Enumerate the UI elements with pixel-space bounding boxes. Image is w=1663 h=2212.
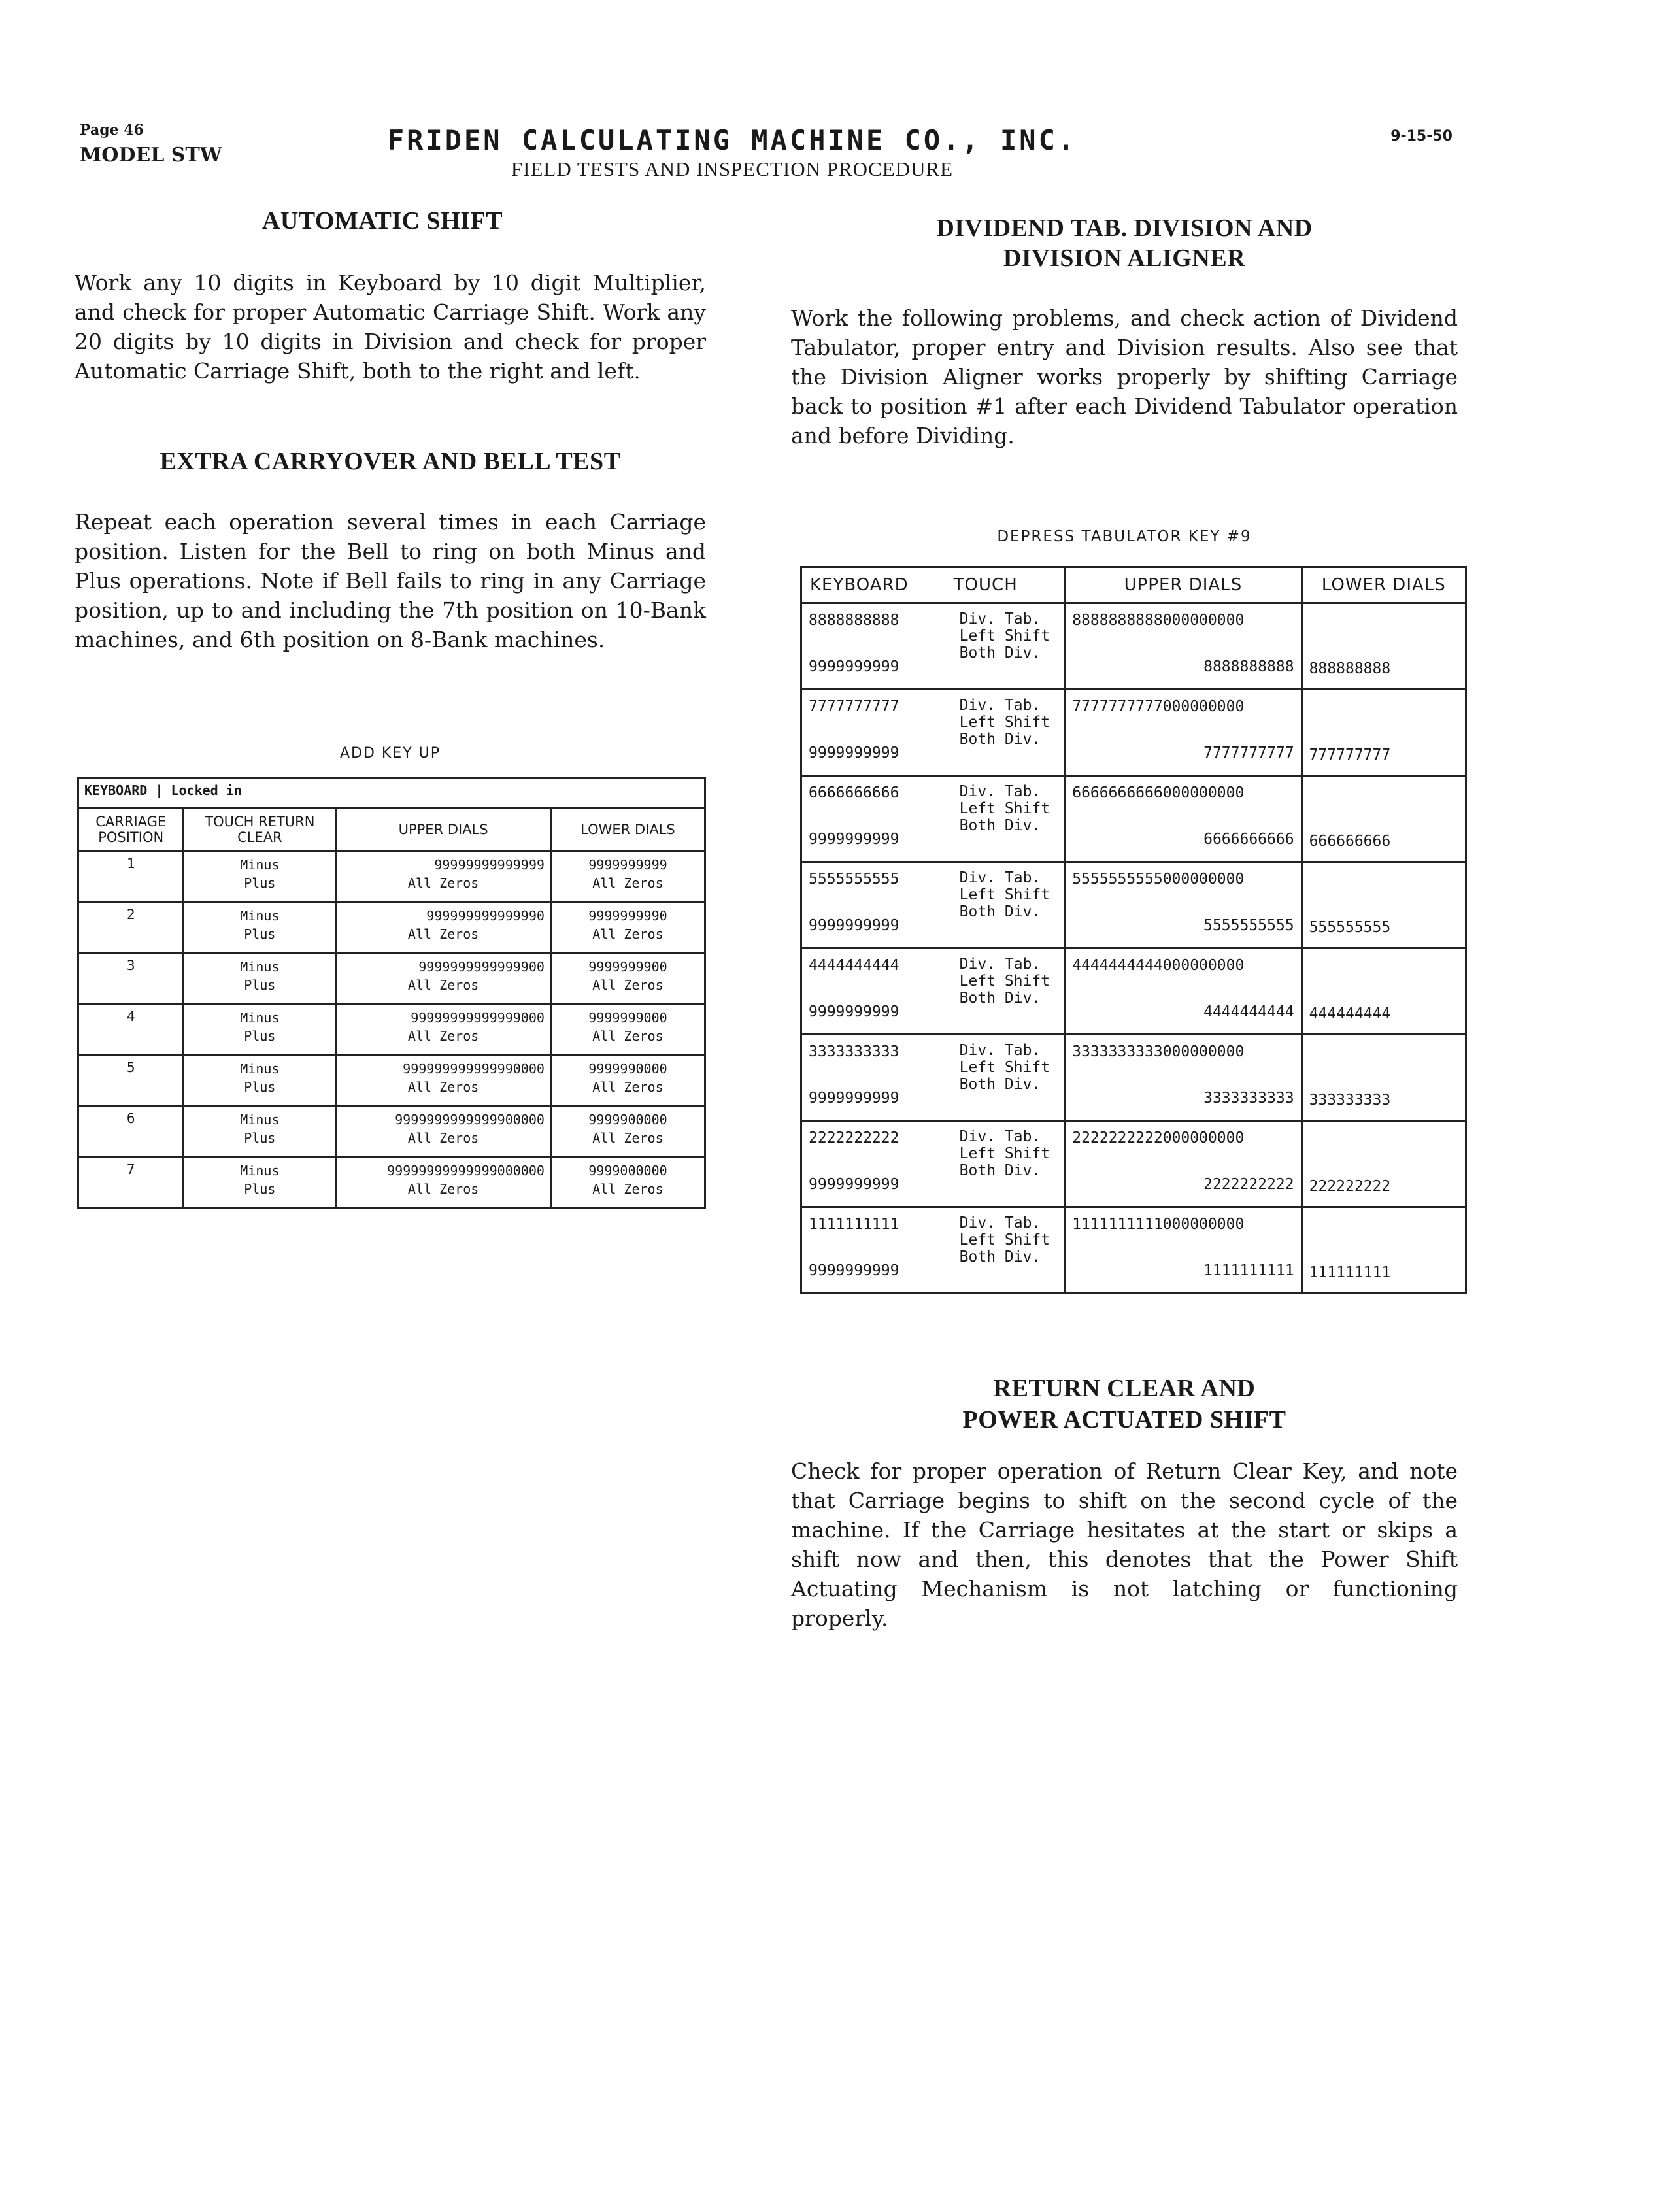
touch-both-div: Both Div. xyxy=(959,1076,1041,1093)
add-key-table-title: ADD KEY UP xyxy=(339,745,441,762)
keyboard-cell xyxy=(801,948,953,1035)
keyboard-entry: 2222222222 xyxy=(809,1130,899,1147)
upper-dials-cell xyxy=(336,902,551,953)
upper-dials-plus: All Zeros xyxy=(407,926,479,942)
touch-cell xyxy=(953,776,1065,862)
touch-left-shift: Left Shift xyxy=(959,714,1050,731)
upper-dials-cell xyxy=(336,1157,551,1208)
touch-minus: Minus xyxy=(240,1112,280,1128)
lower-dials-cell xyxy=(550,851,705,902)
keyboard-divisor: 9999999999 xyxy=(809,831,899,848)
table-row xyxy=(801,603,1466,690)
carriage-position: 6 xyxy=(78,1106,184,1157)
upper-dials-minus: 9999999999999900000 xyxy=(395,1112,545,1128)
table-row xyxy=(78,1004,705,1055)
table-row xyxy=(78,953,705,1004)
column-header: UPPER DIALS xyxy=(1065,567,1302,603)
touch-both-div: Both Div. xyxy=(959,817,1041,834)
upper-dials-cell xyxy=(1065,603,1302,690)
keyboard-cell xyxy=(801,1207,953,1294)
touch-cell xyxy=(184,1055,336,1106)
add-key-table xyxy=(77,777,706,1209)
upper-dials-remainder: 1111111111 xyxy=(1203,1262,1294,1279)
upper-dials-plus: All Zeros xyxy=(407,875,479,891)
keyboard-divisor: 9999999999 xyxy=(809,1003,899,1020)
page-number: Page 46 xyxy=(80,122,144,139)
keyboard-divisor: 9999999999 xyxy=(809,745,899,762)
lower-dials-cell xyxy=(550,953,705,1004)
upper-dials-cell xyxy=(1065,1207,1302,1294)
upper-dials-minus: 9999999999999900 xyxy=(418,959,545,975)
keyboard-entry: 7777777777 xyxy=(809,698,899,715)
lower-dials-cell xyxy=(550,1004,705,1055)
table-row xyxy=(78,902,705,953)
return-clear-text: Check for proper operation of Return Clear Key, and note that Carriage begins to shift on the second cycle of the machine. If the Carriage hesitates at the start or skips a shift now and then, this denotes that the Power Shift Actuating Mechanism is not latching or functioning properly. xyxy=(791,1458,1458,1631)
table-row xyxy=(801,1035,1466,1121)
lower-dials-plus: All Zeros xyxy=(592,1079,664,1095)
table-row xyxy=(801,948,1466,1035)
touch-cell xyxy=(184,953,336,1004)
touch-left-shift: Left Shift xyxy=(959,973,1050,990)
touch-plus: Plus xyxy=(244,926,276,942)
keyboard-cell xyxy=(801,776,953,862)
upper-dials-remainder: 7777777777 xyxy=(1203,745,1294,762)
keyboard-entry: 8888888888 xyxy=(809,612,899,629)
touch-left-shift: Left Shift xyxy=(959,1232,1050,1248)
carriage-position: 7 xyxy=(78,1157,184,1208)
upper-dials-cell xyxy=(1065,690,1302,776)
lower-dials-plus: All Zeros xyxy=(592,1028,664,1044)
keyboard-entry: 3333333333 xyxy=(809,1043,899,1060)
lower-dials-cell xyxy=(550,1106,705,1157)
touch-cell xyxy=(953,690,1065,776)
column-header: LOWER DIALS xyxy=(550,808,705,851)
touch-plus: Plus xyxy=(244,1130,276,1146)
lower-dials-minus: 9999999999 xyxy=(588,857,667,873)
upper-dials-cell xyxy=(1065,1035,1302,1121)
touch-minus: Minus xyxy=(240,908,280,924)
table-row xyxy=(801,862,1466,948)
upper-dials-remainder: 5555555555 xyxy=(1203,917,1294,934)
dividend-heading-line-1: DIVIDEND TAB. DIVISION AND xyxy=(936,214,1313,242)
table-row xyxy=(801,690,1466,776)
return-clear-heading-line-2: POWER ACTUATED SHIFT xyxy=(962,1406,1286,1433)
touch-div-tab: Div. Tab. xyxy=(959,956,1041,973)
model-label: MODEL STW xyxy=(80,144,222,167)
carriage-position: 2 xyxy=(78,902,184,953)
touch-both-div: Both Div. xyxy=(959,1248,1041,1265)
page-header-center xyxy=(340,124,1124,181)
lower-dials-minus: 9999990000 xyxy=(588,1061,667,1077)
upper-dials-remainder: 3333333333 xyxy=(1203,1090,1294,1107)
dividend-text: Work the following problems, and check action of Dividend Tabulator, proper entry and Division results. Also see that the Division Aligner works properly by shifting Carriage back to position #1 after each Dividend Tabulator operation and before Dividing. xyxy=(791,305,1458,448)
lower-dials-plus: All Zeros xyxy=(592,977,664,993)
lower-dials-cell: 888888888 xyxy=(1302,603,1466,690)
upper-dials-plus: All Zeros xyxy=(407,1028,479,1044)
upper-dials-plus: All Zeros xyxy=(407,1079,479,1095)
touch-div-tab: Div. Tab. xyxy=(959,1128,1041,1145)
tabulator-table xyxy=(800,566,1467,1294)
carriage-position: 5 xyxy=(78,1055,184,1106)
touch-plus: Plus xyxy=(244,1079,276,1095)
keyboard-entry: 5555555555 xyxy=(809,871,899,888)
document-subtitle: FIELD TESTS AND INSPECTION PROCEDURE xyxy=(511,158,954,180)
touch-cell xyxy=(184,1157,336,1208)
table-row xyxy=(78,851,705,902)
upper-dials-dividend: 8888888888000000000 xyxy=(1072,612,1245,629)
keyboard-cell xyxy=(801,1121,953,1207)
touch-div-tab: Div. Tab. xyxy=(959,697,1041,714)
touch-div-tab: Div. Tab. xyxy=(959,1215,1041,1232)
table-caption: KEYBOARD | Locked in xyxy=(78,778,705,808)
upper-dials-remainder: 6666666666 xyxy=(1203,831,1294,848)
dividend-heading xyxy=(791,213,1458,273)
touch-plus: Plus xyxy=(244,1181,276,1197)
touch-cell xyxy=(184,1004,336,1055)
upper-dials-remainder: 2222222222 xyxy=(1203,1176,1294,1193)
touch-cell xyxy=(184,902,336,953)
carriage-position: 1 xyxy=(78,851,184,902)
touch-left-shift: Left Shift xyxy=(959,800,1050,817)
upper-dials-remainder: 4444444444 xyxy=(1203,1003,1294,1020)
upper-dials-cell xyxy=(336,851,551,902)
upper-dials-dividend: 4444444444000000000 xyxy=(1072,957,1245,974)
touch-div-tab: Div. Tab. xyxy=(959,869,1041,886)
table-row xyxy=(801,1207,1466,1294)
lower-dials-minus: 9999999000 xyxy=(588,1010,667,1026)
lower-dials-minus: 9999999990 xyxy=(588,908,667,924)
upper-dials-plus: All Zeros xyxy=(407,1130,479,1146)
touch-cell xyxy=(953,1207,1065,1294)
touch-minus: Minus xyxy=(240,1010,280,1026)
upper-dials-cell xyxy=(1065,948,1302,1035)
lower-dials-minus: 9999000000 xyxy=(588,1163,667,1179)
lower-dials-cell xyxy=(550,1055,705,1106)
touch-cell xyxy=(184,1106,336,1157)
touch-both-div: Both Div. xyxy=(959,731,1041,748)
keyboard-divisor: 9999999999 xyxy=(809,917,899,934)
touch-minus: Minus xyxy=(240,1163,280,1179)
touch-div-tab: Div. Tab. xyxy=(959,1042,1041,1059)
upper-dials-dividend: 5555555555000000000 xyxy=(1072,871,1245,888)
upper-dials-plus: All Zeros xyxy=(407,977,479,993)
upper-dials-cell xyxy=(336,1055,551,1106)
keyboard-cell xyxy=(801,690,953,776)
table-row xyxy=(78,1055,705,1106)
touch-plus: Plus xyxy=(244,875,276,891)
column-header: LOWER DIALS xyxy=(1302,567,1466,603)
upper-dials-minus: 99999999999999000 xyxy=(411,1010,545,1026)
touch-both-div: Both Div. xyxy=(959,1162,1041,1179)
touch-cell xyxy=(953,1121,1065,1207)
touch-div-tab: Div. Tab. xyxy=(959,611,1041,628)
carriage-position: 3 xyxy=(78,953,184,1004)
column-header: KEYBOARD xyxy=(801,567,953,603)
upper-dials-remainder: 8888888888 xyxy=(1203,658,1294,675)
keyboard-entry: 6666666666 xyxy=(809,784,899,801)
lower-dials-cell: 222222222 xyxy=(1302,1121,1466,1207)
automatic-shift-heading: AUTOMATIC SHIFT xyxy=(261,207,503,235)
keyboard-cell xyxy=(801,862,953,948)
touch-plus: Plus xyxy=(244,977,276,993)
return-clear-heading xyxy=(791,1373,1458,1435)
lower-dials-plus: All Zeros xyxy=(592,875,664,891)
column-header: CARRIAGE POSITION xyxy=(78,808,184,851)
touch-cell xyxy=(184,851,336,902)
upper-dials-cell xyxy=(336,1004,551,1055)
keyboard-divisor: 9999999999 xyxy=(809,1090,899,1107)
upper-dials-plus: All Zeros xyxy=(407,1181,479,1197)
lower-dials-cell: 666666666 xyxy=(1302,776,1466,862)
upper-dials-dividend: 3333333333000000000 xyxy=(1072,1043,1245,1060)
touch-left-shift: Left Shift xyxy=(959,886,1050,903)
upper-dials-minus: 999999999999990000 xyxy=(403,1061,545,1077)
keyboard-cell xyxy=(801,603,953,690)
lower-dials-minus: 9999999900 xyxy=(588,959,667,975)
touch-cell xyxy=(953,603,1065,690)
lower-dials-plus: All Zeros xyxy=(592,926,664,942)
table-row xyxy=(801,1121,1466,1207)
column-header: UPPER DIALS xyxy=(336,808,551,851)
upper-dials-minus: 999999999999990 xyxy=(426,908,545,924)
column-header: TOUCH RETURN CLEAR xyxy=(184,808,336,851)
upper-dials-dividend: 7777777777000000000 xyxy=(1072,698,1245,715)
carryover-text: Repeat each operation several times in each Carriage position. Listen for the Bell to ring on both Minus and Plus operations. Note if Bell fails to ring in any Carriage position, up to and including the 7th position on 10-Bank machines, and 6th position on 8-Bank machines. xyxy=(75,509,706,652)
upper-dials-dividend: 1111111111000000000 xyxy=(1072,1216,1245,1233)
touch-left-shift: Left Shift xyxy=(959,1059,1050,1076)
upper-dials-cell xyxy=(336,953,551,1004)
keyboard-divisor: 9999999999 xyxy=(809,1262,899,1279)
upper-dials-minus: 99999999999999000000 xyxy=(387,1163,545,1179)
dividend-heading-line-2: DIVISION ALIGNER xyxy=(1003,244,1246,272)
touch-plus: Plus xyxy=(244,1028,276,1044)
lower-dials-minus: 9999900000 xyxy=(588,1112,667,1128)
return-clear-heading-line-1: RETURN CLEAR AND xyxy=(993,1375,1256,1402)
touch-minus: Minus xyxy=(240,857,280,873)
carryover-heading: EXTRA CARRYOVER AND BELL TEST xyxy=(160,448,621,475)
column-header: TOUCH xyxy=(953,567,1065,603)
upper-dials-dividend: 2222222222000000000 xyxy=(1072,1130,1245,1147)
upper-dials-cell xyxy=(1065,776,1302,862)
automatic-shift-text: Work any 10 digits in Keyboard by 10 digit Multiplier, and check for proper Automatic Carriage Shift. Work any 20 digits by 10 digits in Division and check for proper Automatic Carriage Shift, both to the right and left. xyxy=(75,270,706,384)
upper-dials-cell xyxy=(336,1106,551,1157)
page-header-left xyxy=(80,122,222,167)
touch-cell xyxy=(953,1035,1065,1121)
lower-dials-cell xyxy=(550,1157,705,1208)
keyboard-divisor: 9999999999 xyxy=(809,658,899,675)
touch-cell xyxy=(953,948,1065,1035)
lower-dials-plus: All Zeros xyxy=(592,1181,664,1197)
touch-left-shift: Left Shift xyxy=(959,1145,1050,1162)
touch-minus: Minus xyxy=(240,1061,280,1077)
touch-both-div: Both Div. xyxy=(959,645,1041,662)
table-row xyxy=(78,1106,705,1157)
tabulator-table-title: DEPRESS TABULATOR KEY #9 xyxy=(997,528,1252,545)
touch-both-div: Both Div. xyxy=(959,990,1041,1007)
keyboard-cell xyxy=(801,1035,953,1121)
upper-dials-cell xyxy=(1065,862,1302,948)
lower-dials-cell xyxy=(550,902,705,953)
lower-dials-cell: 555555555 xyxy=(1302,862,1466,948)
keyboard-divisor: 9999999999 xyxy=(809,1176,899,1193)
carriage-position: 4 xyxy=(78,1004,184,1055)
keyboard-entry: 4444444444 xyxy=(809,957,899,974)
company-name: FRIDEN CALCULATING MACHINE CO., INC. xyxy=(387,124,1077,156)
touch-minus: Minus xyxy=(240,959,280,975)
touch-both-div: Both Div. xyxy=(959,903,1041,920)
lower-dials-cell: 111111111 xyxy=(1302,1207,1466,1294)
table-row xyxy=(801,776,1466,862)
document-date: 9-15-50 xyxy=(1390,128,1453,144)
lower-dials-plus: All Zeros xyxy=(592,1130,664,1146)
touch-div-tab: Div. Tab. xyxy=(959,783,1041,800)
upper-dials-dividend: 6666666666000000000 xyxy=(1072,784,1245,801)
upper-dials-minus: 99999999999999 xyxy=(434,857,545,873)
lower-dials-cell: 333333333 xyxy=(1302,1035,1466,1121)
touch-cell xyxy=(953,862,1065,948)
table-row xyxy=(78,1157,705,1208)
upper-dials-cell xyxy=(1065,1121,1302,1207)
touch-left-shift: Left Shift xyxy=(959,628,1050,645)
keyboard-entry: 1111111111 xyxy=(809,1216,899,1233)
lower-dials-cell: 444444444 xyxy=(1302,948,1466,1035)
lower-dials-cell: 777777777 xyxy=(1302,690,1466,776)
